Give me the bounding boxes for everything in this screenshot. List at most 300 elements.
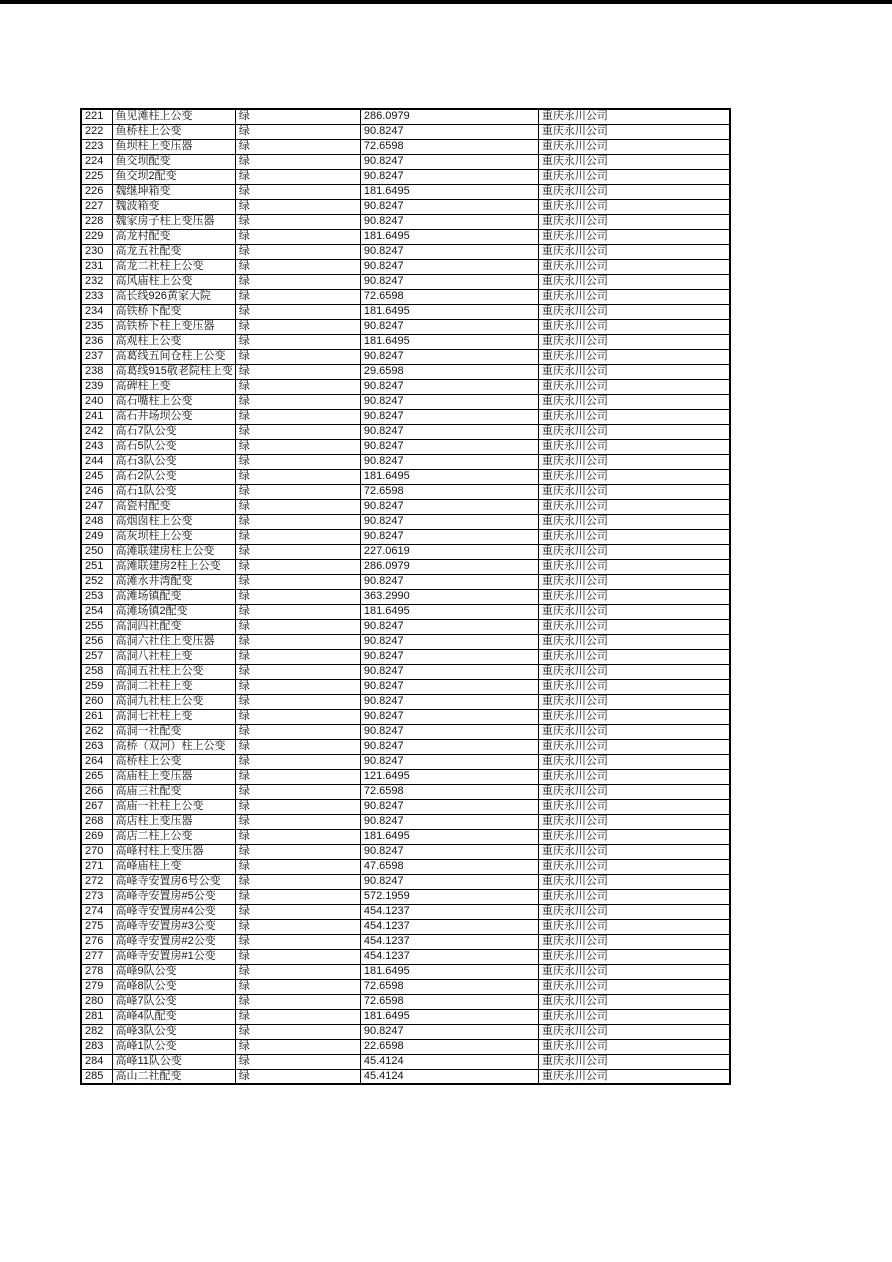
table-row — [81, 379, 730, 394]
status-color-cell: 绿 — [235, 709, 360, 724]
capacity-value-cell: 90.8247 — [360, 169, 538, 184]
table-row — [81, 1069, 730, 1084]
company-cell: 重庆永川公司 — [538, 244, 730, 259]
row-number-cell: 224 — [81, 154, 112, 169]
company-cell: 重庆永川公司 — [538, 349, 730, 364]
device-name-cell: 高峰8队公变 — [112, 979, 235, 994]
status-color-cell: 绿 — [235, 1039, 360, 1054]
device-name-cell: 高峰7队公变 — [112, 994, 235, 1009]
row-number-cell: 240 — [81, 394, 112, 409]
device-name-cell: 高长线926黄家大院 — [112, 289, 235, 304]
status-color-cell: 绿 — [235, 589, 360, 604]
row-number-cell: 269 — [81, 829, 112, 844]
device-name-cell: 高铁桥下配变 — [112, 304, 235, 319]
row-number-cell: 275 — [81, 919, 112, 934]
company-cell: 重庆永川公司 — [538, 889, 730, 904]
status-color-cell: 绿 — [235, 604, 360, 619]
device-name-cell: 高庙三社配变 — [112, 784, 235, 799]
table-row — [81, 949, 730, 964]
row-number-cell: 237 — [81, 349, 112, 364]
table-row — [81, 244, 730, 259]
company-cell: 重庆永川公司 — [538, 319, 730, 334]
device-name-cell: 高石井场坝公变 — [112, 409, 235, 424]
status-color-cell: 绿 — [235, 244, 360, 259]
capacity-value-cell: 454.1237 — [360, 904, 538, 919]
device-name-cell: 鱼交坝2配变 — [112, 169, 235, 184]
device-name-cell: 高瓷村配变 — [112, 499, 235, 514]
device-name-cell: 高店二柱上公变 — [112, 829, 235, 844]
status-color-cell: 绿 — [235, 694, 360, 709]
status-color-cell: 绿 — [235, 349, 360, 364]
row-number-cell: 249 — [81, 529, 112, 544]
company-cell: 重庆永川公司 — [538, 1024, 730, 1039]
company-cell: 重庆永川公司 — [538, 784, 730, 799]
row-number-cell: 242 — [81, 424, 112, 439]
company-cell: 重庆永川公司 — [538, 574, 730, 589]
device-name-cell: 高峰寺安置房#5公变 — [112, 889, 235, 904]
device-name-cell: 高碑柱上变 — [112, 379, 235, 394]
device-name-cell: 高石7队公变 — [112, 424, 235, 439]
company-cell: 重庆永川公司 — [538, 304, 730, 319]
status-color-cell: 绿 — [235, 109, 360, 124]
table-row — [81, 619, 730, 634]
status-color-cell: 绿 — [235, 784, 360, 799]
capacity-value-cell: 72.6598 — [360, 994, 538, 1009]
table-row — [81, 859, 730, 874]
row-number-cell: 285 — [81, 1069, 112, 1084]
company-cell: 重庆永川公司 — [538, 919, 730, 934]
status-color-cell: 绿 — [235, 454, 360, 469]
device-name-cell: 高灰坝柱上公变 — [112, 529, 235, 544]
transformer-data-table — [80, 108, 731, 1085]
table-row — [81, 829, 730, 844]
row-number-cell: 235 — [81, 319, 112, 334]
row-number-cell: 273 — [81, 889, 112, 904]
status-color-cell: 绿 — [235, 1024, 360, 1039]
table-row — [81, 739, 730, 754]
device-name-cell: 高峰寺安置房#1公变 — [112, 949, 235, 964]
capacity-value-cell: 90.8247 — [360, 814, 538, 829]
company-cell: 重庆永川公司 — [538, 1069, 730, 1084]
row-number-cell: 241 — [81, 409, 112, 424]
device-name-cell: 高石嘴柱上公变 — [112, 394, 235, 409]
row-number-cell: 238 — [81, 364, 112, 379]
company-cell: 重庆永川公司 — [538, 904, 730, 919]
status-color-cell: 绿 — [235, 154, 360, 169]
table-row — [81, 844, 730, 859]
company-cell: 重庆永川公司 — [538, 289, 730, 304]
row-number-cell: 274 — [81, 904, 112, 919]
table-row — [81, 919, 730, 934]
company-cell: 重庆永川公司 — [538, 439, 730, 454]
status-color-cell: 绿 — [235, 769, 360, 784]
table-row — [81, 319, 730, 334]
row-number-cell: 282 — [81, 1024, 112, 1039]
row-number-cell: 232 — [81, 274, 112, 289]
company-cell: 重庆永川公司 — [538, 619, 730, 634]
device-name-cell: 高峰庙柱上变 — [112, 859, 235, 874]
company-cell: 重庆永川公司 — [538, 679, 730, 694]
capacity-value-cell: 454.1237 — [360, 934, 538, 949]
status-color-cell: 绿 — [235, 739, 360, 754]
capacity-value-cell: 90.8247 — [360, 634, 538, 649]
row-number-cell: 253 — [81, 589, 112, 604]
row-number-cell: 227 — [81, 199, 112, 214]
status-color-cell: 绿 — [235, 664, 360, 679]
table-row — [81, 934, 730, 949]
table-row — [81, 439, 730, 454]
company-cell: 重庆永川公司 — [538, 1054, 730, 1069]
capacity-value-cell: 45.4124 — [360, 1069, 538, 1084]
company-cell: 重庆永川公司 — [538, 529, 730, 544]
device-name-cell: 高店柱上变压器 — [112, 814, 235, 829]
table-row — [81, 349, 730, 364]
company-cell: 重庆永川公司 — [538, 109, 730, 124]
row-number-cell: 251 — [81, 559, 112, 574]
capacity-value-cell: 454.1237 — [360, 949, 538, 964]
row-number-cell: 243 — [81, 439, 112, 454]
table-row — [81, 469, 730, 484]
company-cell: 重庆永川公司 — [538, 154, 730, 169]
row-number-cell: 261 — [81, 709, 112, 724]
company-cell: 重庆永川公司 — [538, 994, 730, 1009]
capacity-value-cell: 181.6495 — [360, 964, 538, 979]
status-color-cell: 绿 — [235, 829, 360, 844]
row-number-cell: 270 — [81, 844, 112, 859]
device-name-cell: 高峰寺安置房#2公变 — [112, 934, 235, 949]
row-number-cell: 284 — [81, 1054, 112, 1069]
capacity-value-cell: 181.6495 — [360, 829, 538, 844]
device-name-cell: 高洞七社柱上变 — [112, 709, 235, 724]
status-color-cell: 绿 — [235, 1069, 360, 1084]
capacity-value-cell: 90.8247 — [360, 574, 538, 589]
company-cell: 重庆永川公司 — [538, 814, 730, 829]
device-name-cell: 高滩场镇配变 — [112, 589, 235, 604]
table-row — [81, 754, 730, 769]
row-number-cell: 272 — [81, 874, 112, 889]
status-color-cell: 绿 — [235, 499, 360, 514]
table-body — [81, 109, 730, 1084]
capacity-value-cell: 181.6495 — [360, 1009, 538, 1024]
table-row — [81, 229, 730, 244]
table-row — [81, 649, 730, 664]
device-name-cell: 高峰寺安置房6号公变 — [112, 874, 235, 889]
company-cell: 重庆永川公司 — [538, 964, 730, 979]
device-name-cell: 高石3队公变 — [112, 454, 235, 469]
device-name-cell: 高洞四社配变 — [112, 619, 235, 634]
capacity-value-cell: 90.8247 — [360, 199, 538, 214]
table-row — [81, 889, 730, 904]
row-number-cell: 230 — [81, 244, 112, 259]
company-cell: 重庆永川公司 — [538, 934, 730, 949]
device-name-cell: 高石2队公变 — [112, 469, 235, 484]
status-color-cell: 绿 — [235, 724, 360, 739]
device-name-cell: 高葛线五间仓柱上公变 — [112, 349, 235, 364]
company-cell: 重庆永川公司 — [538, 364, 730, 379]
capacity-value-cell: 90.8247 — [360, 214, 538, 229]
row-number-cell: 260 — [81, 694, 112, 709]
company-cell: 重庆永川公司 — [538, 799, 730, 814]
company-cell: 重庆永川公司 — [538, 424, 730, 439]
row-number-cell: 246 — [81, 484, 112, 499]
device-name-cell: 高风庙柱上公变 — [112, 274, 235, 289]
company-cell: 重庆永川公司 — [538, 829, 730, 844]
status-color-cell: 绿 — [235, 574, 360, 589]
capacity-value-cell: 90.8247 — [360, 709, 538, 724]
capacity-value-cell: 227.0619 — [360, 544, 538, 559]
table-row — [81, 544, 730, 559]
table-row — [81, 124, 730, 139]
table-row — [81, 409, 730, 424]
device-name-cell: 高龙五社配变 — [112, 244, 235, 259]
row-number-cell: 239 — [81, 379, 112, 394]
status-color-cell: 绿 — [235, 184, 360, 199]
company-cell: 重庆永川公司 — [538, 664, 730, 679]
row-number-cell: 263 — [81, 739, 112, 754]
capacity-value-cell: 90.8247 — [360, 154, 538, 169]
status-color-cell: 绿 — [235, 949, 360, 964]
company-cell: 重庆永川公司 — [538, 334, 730, 349]
status-color-cell: 绿 — [235, 1054, 360, 1069]
device-name-cell: 高龙二社柱上公变 — [112, 259, 235, 274]
status-color-cell: 绿 — [235, 304, 360, 319]
table-row — [81, 964, 730, 979]
status-color-cell: 绿 — [235, 634, 360, 649]
status-color-cell: 绿 — [235, 124, 360, 139]
capacity-value-cell: 90.8247 — [360, 394, 538, 409]
table-row — [81, 214, 730, 229]
capacity-value-cell: 29.6598 — [360, 364, 538, 379]
status-color-cell: 绿 — [235, 814, 360, 829]
capacity-value-cell: 72.6598 — [360, 289, 538, 304]
status-color-cell: 绿 — [235, 274, 360, 289]
company-cell: 重庆永川公司 — [538, 454, 730, 469]
capacity-value-cell: 90.8247 — [360, 259, 538, 274]
capacity-value-cell: 90.8247 — [360, 619, 538, 634]
device-name-cell: 高庙柱上变压器 — [112, 769, 235, 784]
capacity-value-cell: 90.8247 — [360, 274, 538, 289]
company-cell: 重庆永川公司 — [538, 214, 730, 229]
row-number-cell: 229 — [81, 229, 112, 244]
row-number-cell: 278 — [81, 964, 112, 979]
device-name-cell: 高峰寺安置房#4公变 — [112, 904, 235, 919]
row-number-cell: 267 — [81, 799, 112, 814]
device-name-cell: 高峰村柱上变压器 — [112, 844, 235, 859]
company-cell: 重庆永川公司 — [538, 124, 730, 139]
table-row — [81, 184, 730, 199]
device-name-cell: 魏波箱变 — [112, 199, 235, 214]
capacity-value-cell: 90.8247 — [360, 514, 538, 529]
device-name-cell: 高滩联建房柱上公变 — [112, 544, 235, 559]
row-number-cell: 221 — [81, 109, 112, 124]
row-number-cell: 268 — [81, 814, 112, 829]
capacity-value-cell: 90.8247 — [360, 409, 538, 424]
company-cell: 重庆永川公司 — [538, 859, 730, 874]
row-number-cell: 254 — [81, 604, 112, 619]
row-number-cell: 228 — [81, 214, 112, 229]
row-number-cell: 234 — [81, 304, 112, 319]
capacity-value-cell: 181.6495 — [360, 604, 538, 619]
status-color-cell: 绿 — [235, 844, 360, 859]
capacity-value-cell: 454.1237 — [360, 919, 538, 934]
table-row — [81, 1054, 730, 1069]
table-row — [81, 724, 730, 739]
row-number-cell: 223 — [81, 139, 112, 154]
capacity-value-cell: 90.8247 — [360, 694, 538, 709]
device-name-cell: 高洞九社柱上公变 — [112, 694, 235, 709]
company-cell: 重庆永川公司 — [538, 544, 730, 559]
device-name-cell: 高葛线915敬老院柱上变 — [112, 364, 235, 379]
capacity-value-cell: 90.8247 — [360, 124, 538, 139]
status-color-cell: 绿 — [235, 859, 360, 874]
device-name-cell: 高滩联建房2柱上公变 — [112, 559, 235, 574]
company-cell: 重庆永川公司 — [538, 979, 730, 994]
capacity-value-cell: 90.8247 — [360, 379, 538, 394]
capacity-value-cell: 90.8247 — [360, 454, 538, 469]
device-name-cell: 高桥（双河）柱上公变 — [112, 739, 235, 754]
capacity-value-cell: 286.0979 — [360, 109, 538, 124]
status-color-cell: 绿 — [235, 169, 360, 184]
device-name-cell: 高洞八社柱上变 — [112, 649, 235, 664]
table-row — [81, 874, 730, 889]
status-color-cell: 绿 — [235, 649, 360, 664]
capacity-value-cell: 45.4124 — [360, 1054, 538, 1069]
device-name-cell: 高峰寺安置房#3公变 — [112, 919, 235, 934]
capacity-value-cell: 72.6598 — [360, 484, 538, 499]
device-name-cell: 高烟囱柱上公变 — [112, 514, 235, 529]
status-color-cell: 绿 — [235, 619, 360, 634]
company-cell: 重庆永川公司 — [538, 694, 730, 709]
row-number-cell: 281 — [81, 1009, 112, 1024]
status-color-cell: 绿 — [235, 514, 360, 529]
table-row — [81, 154, 730, 169]
status-color-cell: 绿 — [235, 289, 360, 304]
capacity-value-cell: 90.8247 — [360, 754, 538, 769]
capacity-value-cell: 90.8247 — [360, 844, 538, 859]
device-name-cell: 高峰3队公变 — [112, 1024, 235, 1039]
capacity-value-cell: 181.6495 — [360, 334, 538, 349]
device-name-cell: 高滩场镇2配变 — [112, 604, 235, 619]
device-name-cell: 魏家房子柱上变压器 — [112, 214, 235, 229]
capacity-value-cell: 181.6495 — [360, 184, 538, 199]
status-color-cell: 绿 — [235, 994, 360, 1009]
device-name-cell: 高洞二社柱上变 — [112, 679, 235, 694]
table-row — [81, 334, 730, 349]
company-cell: 重庆永川公司 — [538, 379, 730, 394]
company-cell: 重庆永川公司 — [538, 754, 730, 769]
device-name-cell: 鱼见滩柱上公变 — [112, 109, 235, 124]
status-color-cell: 绿 — [235, 799, 360, 814]
company-cell: 重庆永川公司 — [538, 634, 730, 649]
status-color-cell: 绿 — [235, 319, 360, 334]
status-color-cell: 绿 — [235, 484, 360, 499]
row-number-cell: 257 — [81, 649, 112, 664]
status-color-cell: 绿 — [235, 874, 360, 889]
table-container — [80, 108, 731, 1085]
company-cell: 重庆永川公司 — [538, 469, 730, 484]
status-color-cell: 绿 — [235, 964, 360, 979]
company-cell: 重庆永川公司 — [538, 169, 730, 184]
device-name-cell: 鱼坝柱上变压器 — [112, 139, 235, 154]
company-cell: 重庆永川公司 — [538, 769, 730, 784]
capacity-value-cell: 90.8247 — [360, 874, 538, 889]
status-color-cell: 绿 — [235, 544, 360, 559]
device-name-cell: 高桥柱上公变 — [112, 754, 235, 769]
device-name-cell: 鱼交坝配变 — [112, 154, 235, 169]
status-color-cell: 绿 — [235, 259, 360, 274]
table-row — [81, 814, 730, 829]
company-cell: 重庆永川公司 — [538, 199, 730, 214]
row-number-cell: 236 — [81, 334, 112, 349]
table-row — [81, 994, 730, 1009]
status-color-cell: 绿 — [235, 439, 360, 454]
row-number-cell: 264 — [81, 754, 112, 769]
table-row — [81, 694, 730, 709]
capacity-value-cell: 90.8247 — [360, 529, 538, 544]
company-cell: 重庆永川公司 — [538, 259, 730, 274]
table-row — [81, 304, 730, 319]
status-color-cell: 绿 — [235, 919, 360, 934]
table-row — [81, 259, 730, 274]
company-cell: 重庆永川公司 — [538, 499, 730, 514]
row-number-cell: 250 — [81, 544, 112, 559]
row-number-cell: 248 — [81, 514, 112, 529]
table-row — [81, 1024, 730, 1039]
capacity-value-cell: 22.6598 — [360, 1039, 538, 1054]
status-color-cell: 绿 — [235, 229, 360, 244]
row-number-cell: 252 — [81, 574, 112, 589]
row-number-cell: 283 — [81, 1039, 112, 1054]
table-row — [81, 1009, 730, 1024]
table-row — [81, 559, 730, 574]
device-name-cell: 高铁桥下柱上变压器 — [112, 319, 235, 334]
row-number-cell: 226 — [81, 184, 112, 199]
row-number-cell: 247 — [81, 499, 112, 514]
table-row — [81, 799, 730, 814]
table-row — [81, 109, 730, 124]
table-row — [81, 589, 730, 604]
capacity-value-cell: 181.6495 — [360, 304, 538, 319]
row-number-cell: 276 — [81, 934, 112, 949]
row-number-cell: 279 — [81, 979, 112, 994]
device-name-cell: 高峰4队配变 — [112, 1009, 235, 1024]
capacity-value-cell: 363.2990 — [360, 589, 538, 604]
capacity-value-cell: 90.8247 — [360, 799, 538, 814]
status-color-cell: 绿 — [235, 754, 360, 769]
table-row — [81, 499, 730, 514]
device-name-cell: 高龙村配变 — [112, 229, 235, 244]
status-color-cell: 绿 — [235, 979, 360, 994]
capacity-value-cell: 181.6495 — [360, 469, 538, 484]
row-number-cell: 271 — [81, 859, 112, 874]
table-row — [81, 679, 730, 694]
company-cell: 重庆永川公司 — [538, 724, 730, 739]
capacity-value-cell: 90.8247 — [360, 349, 538, 364]
row-number-cell: 225 — [81, 169, 112, 184]
capacity-value-cell: 90.8247 — [360, 319, 538, 334]
device-name-cell: 高洞五社柱上公变 — [112, 664, 235, 679]
table-row — [81, 709, 730, 724]
row-number-cell: 244 — [81, 454, 112, 469]
capacity-value-cell: 90.8247 — [360, 499, 538, 514]
company-cell: 重庆永川公司 — [538, 184, 730, 199]
table-row — [81, 424, 730, 439]
capacity-value-cell: 72.6598 — [360, 139, 538, 154]
company-cell: 重庆永川公司 — [538, 409, 730, 424]
capacity-value-cell: 72.6598 — [360, 979, 538, 994]
row-number-cell: 222 — [81, 124, 112, 139]
device-name-cell: 魏继坤箱变 — [112, 184, 235, 199]
